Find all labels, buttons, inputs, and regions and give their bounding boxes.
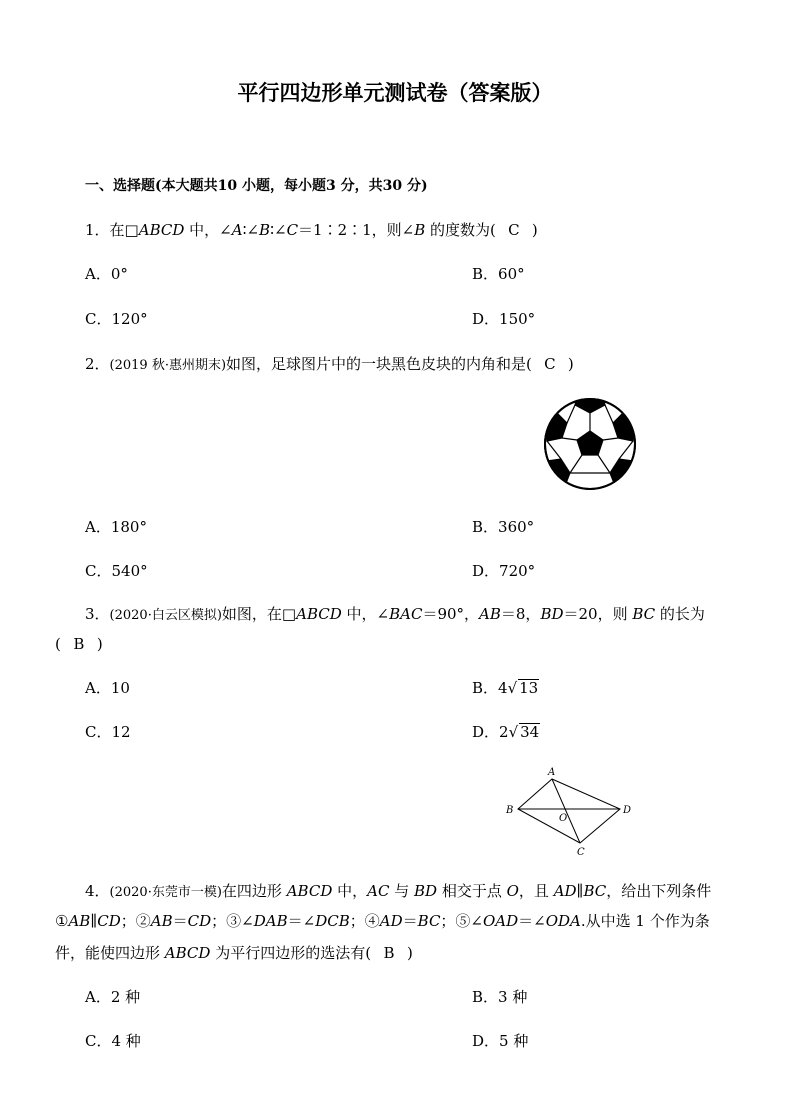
question-3: 3．(2020·白云区模拟)如图，在□ABCD 中，∠BAC＝90°，AB＝8，BD＝20，则 BC 的长为: [85, 605, 705, 623]
q4-option-d: D．5 种: [472, 1032, 529, 1050]
question-4: 4．(2020·东莞市一模)在四边形 ABCD 中，AC 与 BD 相交于点 O，且 AD∥BC，给出下列条件: [85, 882, 712, 900]
answer: C: [508, 221, 520, 239]
question-3-line2: ( B ): [55, 635, 103, 653]
q3-option-d: D．2√ 34: [472, 723, 540, 741]
question-source: (2020·白云区模拟): [109, 608, 222, 623]
q1-option-a: A．0°: [85, 265, 128, 283]
q4-option-a: A．2 种: [85, 988, 141, 1006]
section-heading: 一、选择题(本大题共10 小题，每小题3 分，共30 分): [85, 178, 428, 194]
answer: B: [73, 635, 85, 653]
q1-option-c: C．120°: [85, 310, 148, 328]
q2-option-a: A．180°: [85, 518, 147, 536]
q2-option-c: C．540°: [85, 562, 148, 580]
question-source: (2019 秋·惠州期末): [109, 358, 227, 373]
q2-option-d: D．720°: [472, 562, 536, 580]
q1-option-d: D．150°: [472, 310, 536, 328]
vertex-label-b: B: [506, 805, 514, 816]
vertex-label-d: D: [623, 805, 632, 816]
question-number: 2．: [85, 355, 110, 373]
vertex-label-c: C: [577, 847, 585, 858]
question-number: 1．: [85, 221, 110, 239]
question-4-line3: 件，能使四边形 ABCD 为平行四边形的选法有( B ): [55, 944, 413, 962]
q3-option-c: C．12: [85, 723, 131, 741]
vertex-label-a: A: [548, 767, 556, 778]
answer: C: [544, 355, 556, 373]
q3-option-b: B．4√ 13: [472, 679, 539, 697]
question-1: 1．在□ABCD 中，∠A∶∠B∶∠C＝1∶2∶1，则∠B 的度数为( C ): [85, 221, 538, 239]
question-number: 4．: [85, 882, 110, 900]
answer: B: [383, 944, 395, 962]
question-number: 3．: [85, 605, 110, 623]
parallelogram-figure: [500, 763, 640, 858]
q2-option-b: B．360°: [472, 518, 535, 536]
question-source: (2020·东莞市一模): [109, 885, 222, 900]
center-label-o: O: [559, 813, 568, 824]
q1-option-b: B．60°: [472, 265, 525, 283]
soccer-ball-icon: [543, 397, 637, 491]
q4-option-c: C．4 种: [85, 1032, 141, 1050]
question-2: 2．(2019 秋·惠州期末)如图，足球图片中的一块黑色皮块的内角和是( C ): [85, 355, 574, 373]
q3-option-a: A．10: [85, 679, 130, 697]
page-title: 平行四边形单元测试卷（答案版）: [237, 80, 553, 105]
question-4-line2: ①AB∥CD；②AB＝CD；③∠DAB＝∠DCB；④AD＝BC；⑤∠OAD＝∠ODA.从中选 1 个作为条: [55, 912, 710, 930]
q4-option-b: B．3 种: [472, 988, 528, 1006]
